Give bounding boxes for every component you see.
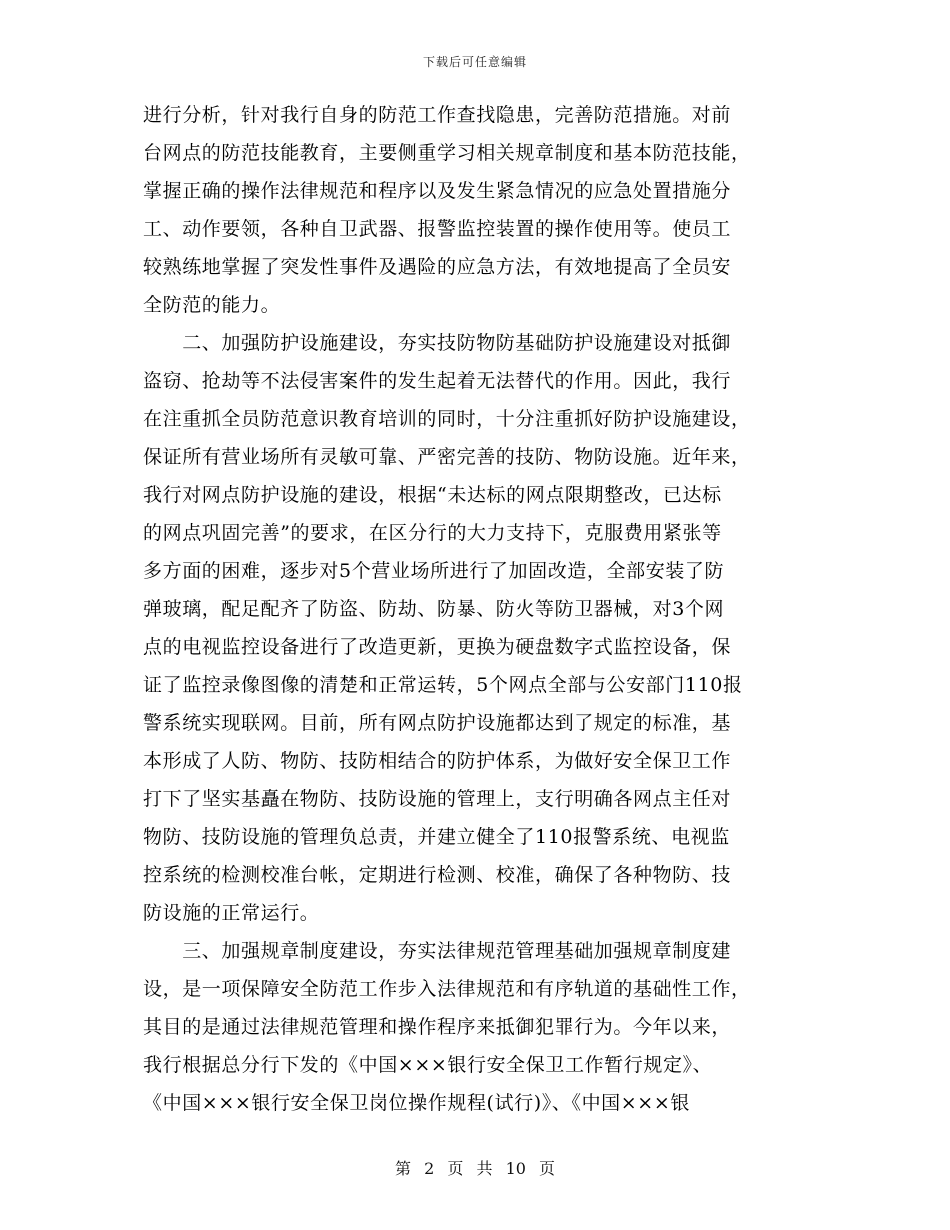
body-text: [143, 96, 807, 1122]
text-line: 多方面的困难，逐步对5个营业场所进行了加固改造，全部安装了防: [143, 560, 725, 582]
text-line: 点的电视监控设备进行了改造更新，更换为硬盘数字式监控设备，保: [143, 636, 732, 658]
text-line: 二、加强防护设施建设，夯实技防物防基础防护设施建设对抵御: [143, 332, 732, 354]
text-line: 本形成了人防、物防、技防相结合的防护体系，为做好安全保卫工作: [143, 750, 732, 772]
footer-label: 共: [476, 1159, 493, 1178]
text-line: 全防范的能力。: [143, 294, 281, 316]
text-line: 警系统实现联网。目前，所有网点防护设施都达到了规定的标准，基: [143, 712, 732, 734]
text-line: 我行对网点防护设施的建设，根据“未达标的网点限期整改，已达标: [143, 484, 722, 506]
text-line: 的网点巩固完善”的要求，在区分行的大力支持下，克服费用紧张等: [143, 522, 722, 544]
text-line: 在注重抓全员防范意识教育培训的同时，十分注重抓好防护设施建设，: [143, 408, 751, 430]
text-line: 盗窃、抢劫等不法侵害案件的发生起着无法替代的作用。因此，我行: [143, 370, 732, 392]
text-line: 进行分析，针对我行自身的防范工作查找隐患，完善防范措施。对前: [143, 104, 732, 126]
text-line: 较熟练地掌握了突发性事件及遇险的应急方法，有效地提高了全员安: [143, 256, 732, 278]
footer-label: 第: [394, 1159, 411, 1178]
text-line: 台网点的防范技能教育，主要侧重学习相关规章制度和基本防范技能，: [143, 142, 751, 164]
page-footer: [0, 1156, 950, 1179]
text-line: 三、加强规章制度建设，夯实法律规范管理基础加强规章制度建: [143, 940, 732, 962]
text-line: 《中国×××银行安全保卫岗位操作规程(试行)》、《中国×××银: [143, 1092, 690, 1114]
text-line: 证了监控录像图像的清楚和正常运转，5个网点全部与公安部门110报: [143, 674, 743, 696]
current-page-number: 2: [424, 1159, 435, 1178]
text-line: 设，是一项保障安全防范工作步入法律规范和有序轨道的基础性工作，: [143, 978, 751, 1000]
page-header: 下载后可任意编辑: [422, 55, 527, 69]
text-line: 弹玻璃，配足配齐了防盗、防劫、防暴、防火等防卫器械，对3个网: [143, 598, 725, 620]
text-line: 打下了坚实基矗在物防、技防设施的管理上，支行明确各网点主任对: [143, 788, 732, 810]
text-line: 控系统的检测校准台帐，定期进行检测、校准，确保了各种物防、技: [143, 864, 732, 886]
text-line: 保证所有营业场所有灵敏可靠、严密完善的技防、物防设施。近年来，: [143, 446, 751, 468]
text-line: 防设施的正常运行。: [143, 902, 320, 924]
text-line: 我行根据总分行下发的《中国×××银行安全保卫工作暂行规定》、: [143, 1054, 713, 1076]
text-line: 物防、技防设施的管理负总责，并建立健全了110报警系统、电视监: [143, 826, 730, 848]
total-page-count: 10: [505, 1159, 526, 1178]
text-line: 工、动作要领，各种自卫武器、报警监控装置的操作使用等。使员工: [143, 218, 732, 240]
footer-label: 页: [539, 1159, 556, 1178]
text-line: 掌握正确的操作法律规范和程序以及发生紧急情况的应急处置措施分: [143, 180, 732, 202]
footer-label: 页: [447, 1159, 464, 1178]
text-line: 其目的是通过法律规范管理和操作程序来抵御犯罪行为。今年以来，: [143, 1016, 732, 1038]
